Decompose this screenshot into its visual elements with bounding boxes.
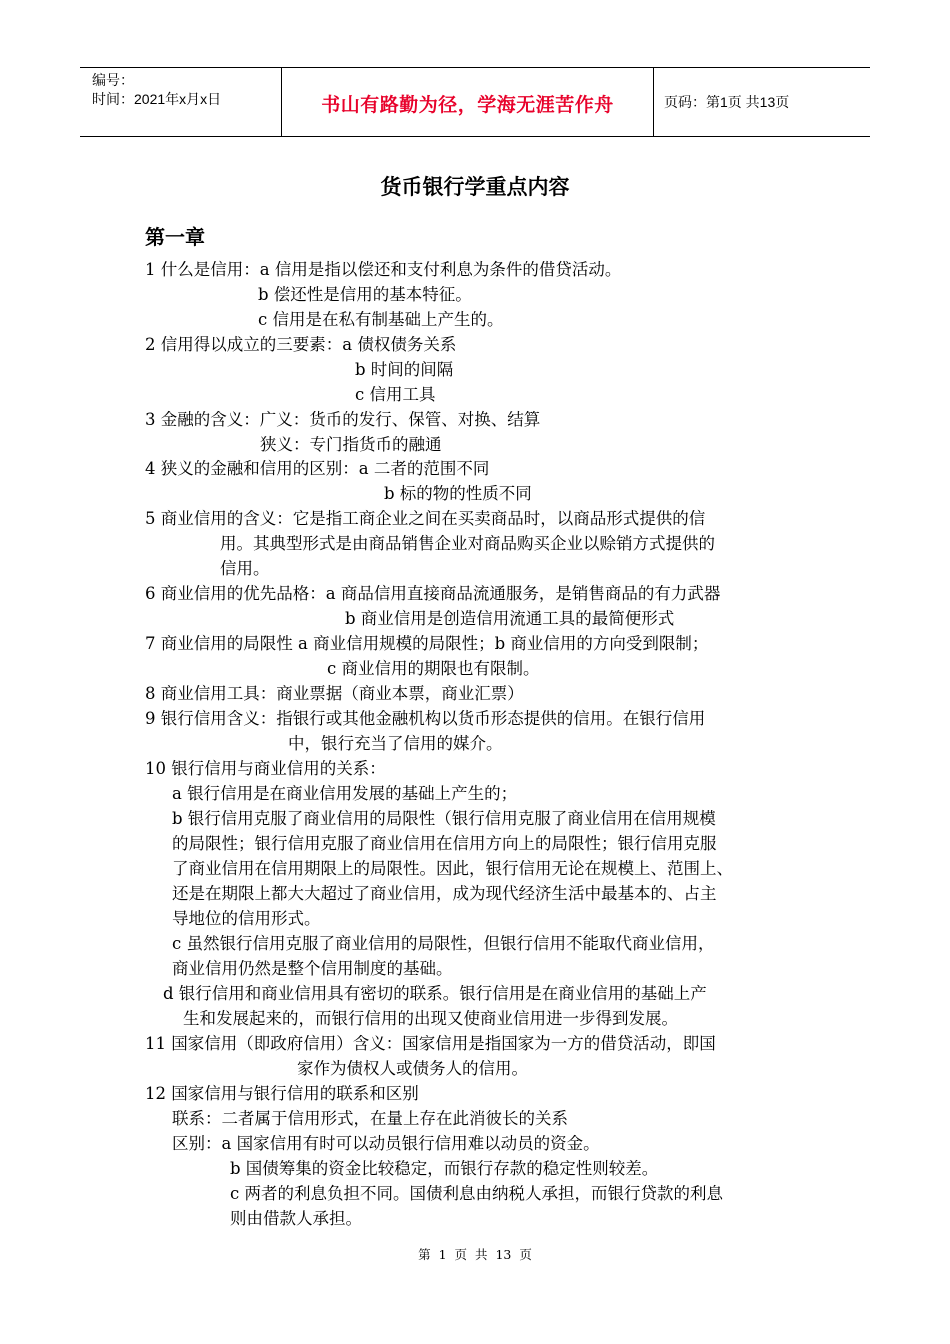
number-label: 编号： [92,72,134,88]
body-line: 区别：a 国家信用有时可以动员银行信用难以动员的资金。 [172,1134,600,1153]
date-label: 时间：2021年x月x日 [92,91,222,107]
header-motto-cell [282,68,654,136]
body-line: 2 信用得以成立的三要素：a 债权债务关系 [145,335,457,354]
body-line: 4 狭义的金融和信用的区别：a 二者的范围不同 [145,459,490,478]
body-line: 生和发展起来的，而银行信用的出现又使商业信用进一步得到发展。 [183,1009,678,1028]
body-line: d 银行信用和商业信用具有密切的联系。银行信用是在商业信用的基础上产 [163,984,707,1003]
body-line: c 信用工具 [355,385,436,404]
body-line: b 偿还性是信用的基本特征。 [258,285,472,304]
body-line: 导地位的信用形式。 [172,909,321,928]
body-line: b 银行信用克服了商业信用的局限性（银行信用克服了商业信用在信用规模 [172,809,716,828]
body-line: 6 商业信用的优先品格：a 商品信用直接商品流通服务，是销售商品的有力武器 [145,584,721,603]
body-line: 联系：二者属于信用形式，在量上存在此消彼长的关系 [172,1109,568,1128]
body-line: 7 商业信用的局限性 a 商业信用规模的局限性；b 商业信用的方向受到限制； [145,634,709,653]
page-footer: 第 1 页 共 13 页 [418,1247,532,1262]
body-line: a 银行信用是在商业信用发展的基础上产生的； [172,784,518,803]
document-title: 货币银行学重点内容 [380,175,570,199]
header-info-cell [80,68,282,136]
body-line: 的局限性；银行信用克服了商业信用在信用方向上的局限性；银行信用克服 [172,834,717,853]
body-line: b 国债筹集的资金比较稳定，而银行存款的稳定性则较差。 [230,1159,659,1178]
page-label: 页码：第1页 共13页 [664,94,790,110]
body-line: 还是在期限上都大大超过了商业信用，成为现代经济生活中最基本的、占主 [172,884,717,903]
body-line: 8 商业信用工具：商业票据（商业本票，商业汇票） [145,684,524,703]
body-line: 3 金融的含义：广义：货币的发行、保管、对换、结算 [145,410,541,429]
body-line: 11 国家信用（即政府信用）含义：国家信用是指国家为一方的借贷活动，即国 [145,1034,716,1053]
body-line: 家作为债权人或债务人的信用。 [297,1059,528,1078]
body-line: b 标的物的性质不同 [384,484,532,503]
body-line: c 虽然银行信用克服了商业信用的局限性，但银行信用不能取代商业信用， [172,934,715,953]
body-line: b 商业信用是创造信用流通工具的最简便形式 [345,609,675,628]
body-line: 1 什么是信用：a 信用是指以偿还和支付利息为条件的借贷活动。 [145,260,622,279]
body-line: 信用。 [220,559,270,578]
body-line: 则由借款人承担。 [230,1209,362,1228]
body-line: 中，银行充当了信用的媒介。 [288,734,503,753]
body-line: c 商业信用的期限也有限制。 [327,659,540,678]
motto-text: 书山有路勤为径，学海无涯苦作舟 [321,94,614,116]
body-line: 狭义：专门指货币的融通 [260,435,442,454]
body-line: 12 国家信用与银行信用的联系和区别 [145,1084,419,1103]
body-line: 9 银行信用含义：指银行或其他金融机构以货币形态提供的信用。在银行信用 [145,709,706,728]
body-line: 商业信用仍然是整个信用制度的基础。 [172,959,453,978]
chapter-heading: 第一章 [145,225,205,249]
body-line: c 信用是在私有制基础上产生的。 [258,310,504,329]
body-line: 5 商业信用的含义：它是指工商企业之间在买卖商品时，以商品形式提供的信 [145,509,706,528]
body-line: 10 银行信用与商业信用的关系： [145,759,386,778]
header-table [80,67,870,137]
body-line: c 两者的利息负担不同。国债利息由纳税人承担，而银行贷款的利息 [230,1184,723,1203]
header-page-cell [654,68,870,136]
body-line: 用。其典型形式是由商品销售企业对商品购买企业以赊销方式提供的 [220,534,715,553]
body-line: 了商业信用在信用期限上的局限性。因此，银行信用无论在规模上、范围上、 [172,859,733,878]
body-line: b 时间的间隔 [355,360,454,379]
